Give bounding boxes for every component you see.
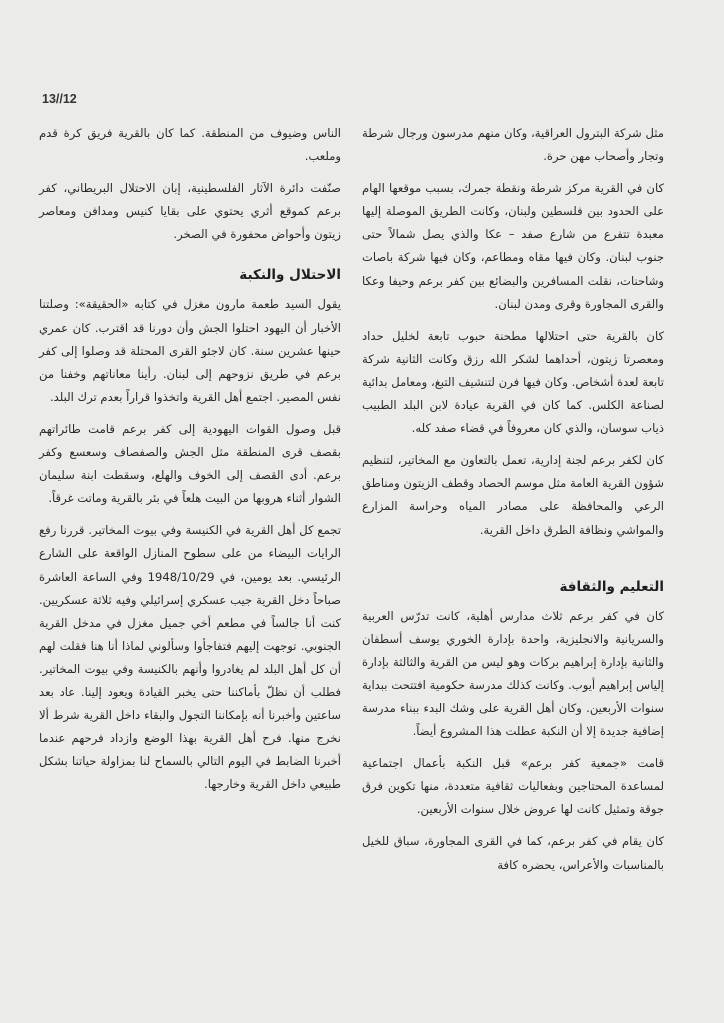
left-text-column: [39, 122, 341, 805]
paragraph: كان بالقرية حتى احتلالها مطحنة حبوب تابعة لخليل حداد ومعصرتا زيتون، أحداهما لشكر الله رزق وكانت الثانية شركة تابعة لعدة أشخاص. وكان فيها فرن لتنشيف التبغ، ومعامل بدائية لصناعة الكلس. كما كان في القرية عيادة لابن البلد الطبيب ذياب سوسان، والذي كان معروفاً في قضاء صفد كله.: [362, 328, 664, 436]
paragraph: كان في كفر برعم ثلاث مدارس أهلية، كانت تدرّس العربية والسريانية والانجليزية، واحدة بإدارة الخوري يوسف أسطفان والثانية بإدارة إبراهيم بركات وهو ليس من القرية والثالثة بإدارة إلياس إبراهيم أيوب. وكانت كذلك مدرسة حكومية افتتحت ببداية سنوات الأربعين. وكان أهل القرية على وشك البدء ببناء مدرسة إضافية جديدة إلا أن النكبة عطلت هذا المشروع أيضاً.: [362, 608, 664, 739]
section-heading-occupation: الاحتلال والنكبة: [239, 267, 341, 284]
paragraph: صنّفت دائرة الآثار الفلسطينية، إبان الاحتلال البريطاني، كفر برعم كموقع أثري يحتوي على بقايا كنيس ومدافن ومعاصر زيتون وأحواض محفورة في الصخر.: [39, 181, 341, 242]
right-text-column: [362, 122, 664, 886]
paragraph: كان لكفر برعم لجنة إدارية، تعمل بالتعاون مع المخاتير، لتنظيم شؤون القرية العامة مثل موسم الحصاد وقطف الزيتون ومناطق الرعي والمحافظة على مصادر المياه وحراسة المزارع والمواشي ونظافة الطرق داخل القرية.: [362, 453, 664, 537]
section-heading-education: التعليم والثقافة: [559, 578, 664, 595]
paragraph: قبل وصول القوات اليهودية إلى كفر برعم قامت طائراتهم بقصف قرى المنطقة مثل الجش والصفصاف وسعسع وكفر برعم. أدى القصف إلى الخوف والهلع، وسقطت ابنة سليمان الشوار أثناء هروبها من البيت هلعاً في بئر بالقرية وماتت غرقاً.: [39, 421, 341, 506]
paragraph: قامت «جمعية كفر برعم» قبل النكبة بأعمال اجتماعية لمساعدة المحتاجين وبفعاليات ثقافية متعددة، منها تكوين فرق جوقة وتمثيل كانت لها عروض خلال سنوات الأربعين.: [362, 756, 664, 817]
paragraph: تجمع كل أهل القرية في الكنيسة وفي بيوت المخاتير. قررنا رفع الرايات البيضاء من على سطوح المنازل الواقعة على الشارع الرئيسي. بعد يومين، في 1948/10/29 وفي الساعة العاشرة صباحاً دخل القرية جيب عسكري إسرائيلي وفيه ثلاثة عسكريين. كنت أنا جالساً في مطعم أخي جميل مغزل في مدخل القرية الجنوبي. توجهت إليهم فتفاجأوا وسألوني لماذا أنا هنا فقلت لهم أن كل أهل البلد لم يغادروا وأنهم بالكنيسة وفي بيوت المخاتير. فطلب أن نظلّ بأماكننا حتى يخبر القيادة ويعود إلينا. عاد بعد ساعتين وأخبرنا أنه بإمكاننا التجول والبقاء داخل القرية شرط ألا نخرج منها. فرح أهل القرية بهذا الوضع وازداد فرحهم عندما أخبرنا الضابط في اليوم التالي بالسماح لنا بمزاولة حياتنا بشكل طبيعي داخل القرية وخارجها.: [39, 523, 342, 792]
paragraph: كان في القرية مركز شرطة ونقطة جمرك، بسبب موقعها الهام على الحدود بين فلسطين ولبنان، وكانت الطريق الموصلة إليها معبدة تتفرع من شارع صفد – عكا والذي يصل شمالاً حتى جنوب لبنان. وكان فيها مقاه ومطاعم، وكان فيها شركة باصات وشاحنات، نقلت المسافرين والبضائع بين كفر برعم وحيفا وعكا والقرى المجاورة وقرى ومدن لبنان.: [362, 181, 664, 311]
paragraph: مثل شركة البترول العراقية، وكان منهم مدرسون ورجال شرطة وتجار وأصحاب مهن حرة.: [362, 126, 664, 164]
page-number: 13//12: [42, 92, 77, 106]
paragraph: يقول السيد طعمة مارون مغزل في كتابه «الحقيقة»: وصلتنا الأخبار أن اليهود احتلوا الجش وأن دورنا قد اقترب. كان عمري حينها عشرين سنة. كان لاجئو القرى المحتلة قد وصلوا إلى كفر برعم في طريق نزوحهم إلى لبنان. رأينا معاناتهم وخفنا من نفس المصير. اجتمع أهل القرية واتخذوا قراراً بعدم ترك البلد.: [39, 297, 341, 404]
paragraph: كان يقام في كفر برعم، كما في القرى المجاورة، سباق للخيل بالمناسبات والأعراس، يحضره كافة: [362, 834, 664, 872]
paragraph: الناس وضيوف من المنطقة. كما كان بالقرية فريق كرة قدم وملعب.: [39, 126, 341, 164]
